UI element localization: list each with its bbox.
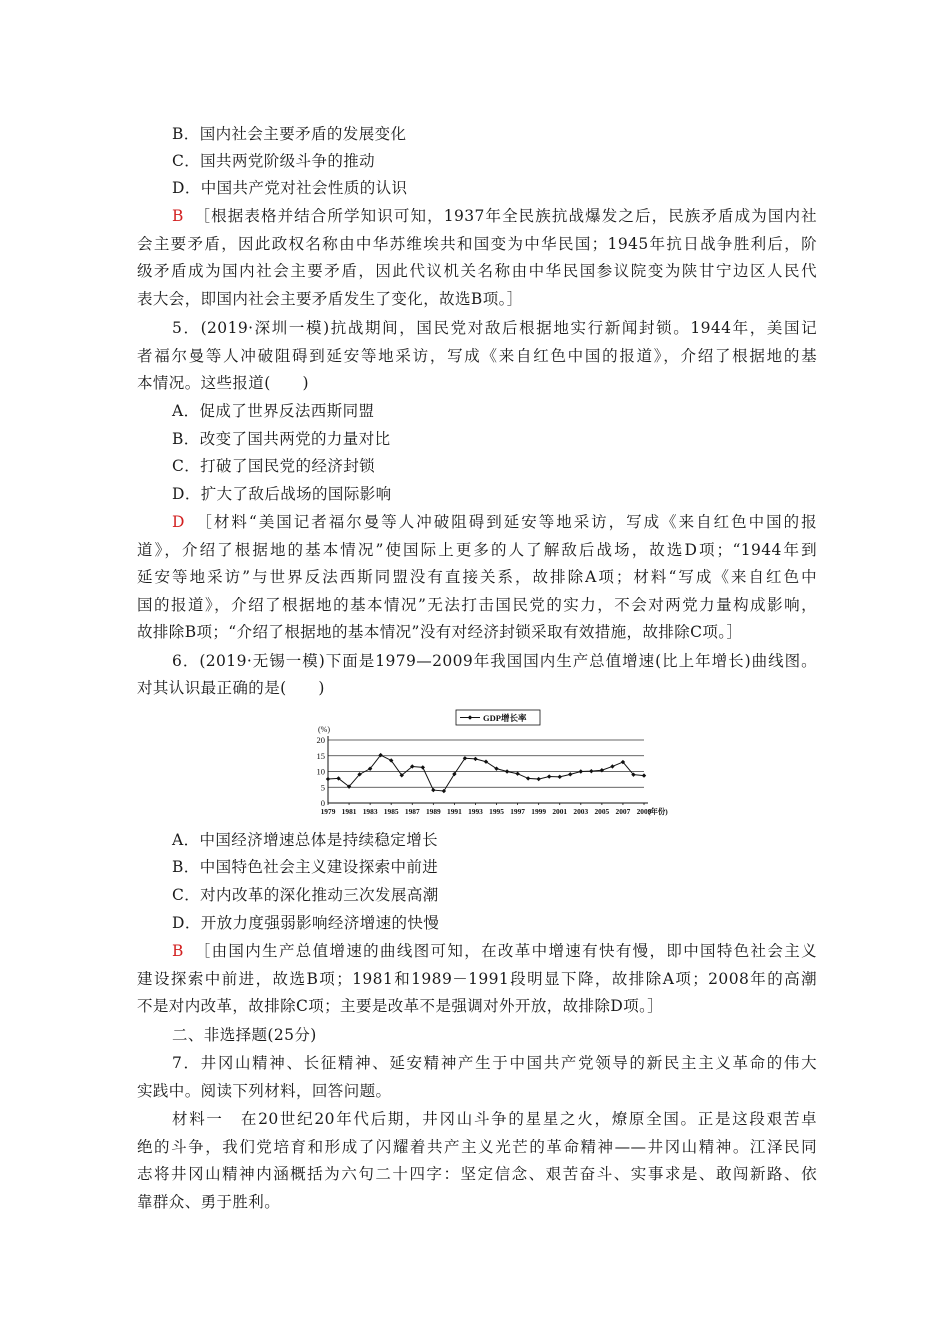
q5-option-b: B．改变了国共两党的力量对比 <box>172 430 391 448</box>
q6-stem-line: 对其认识最正确的是( ) <box>137 679 325 697</box>
q5-explanation-line: 故排除B项；“介绍了根据地的基本情况”没有对经济封锁采取有效措施，故排除C项。］ <box>137 623 743 641</box>
data-point <box>642 773 646 777</box>
x-tick-label: 1979 <box>320 807 336 816</box>
data-point <box>536 777 540 781</box>
x-tick-label: 1981 <box>341 807 357 816</box>
q6-explanation-line: 不是对内改革，故排除C项；主要是改革不是强调对外开放，故排除D项。］ <box>137 997 664 1015</box>
y-unit-label: (%) <box>318 725 330 734</box>
x-tick-label: 1997 <box>510 807 525 816</box>
legend-label: GDP增长率 <box>483 713 527 723</box>
y-tick-label: 0 <box>320 798 325 808</box>
q5-stem-line: 者福尔曼等人冲破阻碍到延安等地采访，写成《来自红色中国的报道》，介绍了根据地的基 <box>137 347 817 365</box>
x-tick-label: 1987 <box>404 807 420 816</box>
q5-explanation-line: D ［材料“美国记者福尔曼等人冲破阻碍到延安等地采访，写成《来自红色中国的报 <box>172 513 817 531</box>
data-point <box>558 775 562 779</box>
x-tick-label: 1993 <box>468 807 483 816</box>
y-tick-label: 10 <box>316 766 325 777</box>
x-tick-label: 2001 <box>552 807 568 816</box>
q4-explanation-line: 会主要矛盾，因此政权名称由中华苏维埃共和国变为中华民国；1945年抗日战争胜利后，阶 <box>137 235 817 253</box>
q5-option-a: A．促成了世界反法西斯同盟 <box>172 402 375 420</box>
x-tick-label: 2003 <box>573 807 589 816</box>
q7-material-line: 材料一 在20世纪20年代后期，井冈山斗争的星星之火，燎原全国。正是这段艰苦卓 <box>172 1110 817 1128</box>
data-point <box>431 788 435 792</box>
data-point <box>568 772 572 776</box>
q4-option-b: B．国内社会主要矛盾的发展变化 <box>172 125 407 143</box>
q6-answer: B <box>172 942 184 960</box>
data-point <box>579 769 583 773</box>
x-tick-label: 2007 <box>615 807 631 816</box>
data-point <box>473 757 477 761</box>
q5-option-c: C．打破了国民党的经济封锁 <box>172 457 376 475</box>
data-point <box>547 774 551 778</box>
y-tick-label: 15 <box>316 750 325 761</box>
y-tick-label: 20 <box>316 735 325 745</box>
q5-explanation-line: 延安等地采访”与世界反法西斯同盟没有直接关系，故排除A项；材料“写成《来自红色中 <box>137 568 817 586</box>
q7-stem-line: 实践中。阅读下列材料，回答问题。 <box>137 1082 392 1100</box>
q5-stem-line: 本情况。这些报道( ) <box>137 374 309 392</box>
q6-explanation-line: 建设探索中前进，故选B项；1981和1989－1991段明显下降，故排除A项；2008年的高潮 <box>137 970 817 988</box>
q5-stem-line: 5．(2019·深圳一模)抗战期间，国民党对敌后根据地实行新闻封锁。1944年，美国记 <box>172 319 817 337</box>
q4-option-c: C．国共两党阶级斗争的推动 <box>172 152 376 170</box>
x-tick-label: 1991 <box>447 807 462 816</box>
q4-option-d: D．中国共产党对社会性质的认识 <box>172 179 408 197</box>
data-point <box>421 765 425 769</box>
data-point <box>515 772 519 776</box>
data-point <box>526 776 530 780</box>
x-tick-label: 1999 <box>531 807 547 816</box>
q7-material-line: 靠群众、勇于胜利。 <box>137 1193 281 1211</box>
x-unit-label: (年份) <box>648 807 668 816</box>
q6-stem-line: 6．(2019·无锡一模)下面是1979—2009年我国国内生产总值增速(比上年增长)曲线图。 <box>172 652 817 670</box>
q5-explanation-line: 道》，介绍了根据地的基本情况”使国际上更多的人了解敌后战场，故选D项；“1944年到 <box>137 541 817 559</box>
y-tick-label: 5 <box>320 782 325 793</box>
q7-stem-line: 7．井冈山精神、长征精神、延安精神产生于中国共产党领导的新民主主义革命的伟大 <box>172 1054 817 1072</box>
q4-explanation-line: 级矛盾成为国内社会主要矛盾，因此代议机关名称由中华民国参议院变为陕甘宁边区人民代 <box>137 262 817 280</box>
q6-option-b: B．中国特色社会主义建设探索中前进 <box>172 858 439 876</box>
q5-answer: D <box>172 513 185 531</box>
q6-explanation-line: B ［由国内生产总值增速的曲线图可知，在改革中增速有快有慢，即中国特色社会主义 <box>172 942 817 960</box>
q7-material-line: 志将井冈山精神内涵概括为六句二十四字：坚定信念、艰苦奋斗、实事求是、敢闯新路、依 <box>137 1165 817 1183</box>
q6-option-c: C．对内改革的深化推动三次发展高潮 <box>172 886 439 904</box>
q5-explanation-line: 国的报道》，介绍了根据地的基本情况”无法打击国民党的实力，不会对两党力量构成影响， <box>137 596 817 614</box>
q6-option-d: D．开放力度强弱影响经济增速的快慢 <box>172 914 440 932</box>
data-point <box>610 764 614 768</box>
x-tick-label: 1983 <box>362 807 378 816</box>
gdp-growth-chart <box>308 706 668 824</box>
x-tick-label: 1989 <box>425 807 441 816</box>
x-tick-label: 1995 <box>489 807 504 816</box>
data-point <box>326 777 330 781</box>
x-tick-label: 1985 <box>383 807 399 816</box>
q4-explanation-line: 表大会，即国内社会主要矛盾发生了变化，故选B项。］ <box>137 290 523 308</box>
q7-material-line: 绝的斗争，我们党培育和形成了闪耀着共产主义光芒的革命精神——井冈山精神。江泽民同 <box>137 1138 817 1156</box>
q5-option-d: D．扩大了敌后战场的国际影响 <box>172 485 392 503</box>
x-tick-label: 2009 <box>636 807 652 816</box>
x-tick-label: 2005 <box>594 807 610 816</box>
data-point <box>505 769 509 773</box>
q4-explanation-line: B ［根据表格并结合所学知识可知，1937年全民族抗战爆发之后，民族矛盾成为国内社 <box>172 207 817 225</box>
q4-answer: B <box>172 207 184 225</box>
data-point <box>589 769 593 773</box>
q6-option-a: A．中国经济增速总体是持续稳定增长 <box>172 831 438 849</box>
section-heading: 二、非选择题(25分) <box>172 1026 317 1044</box>
